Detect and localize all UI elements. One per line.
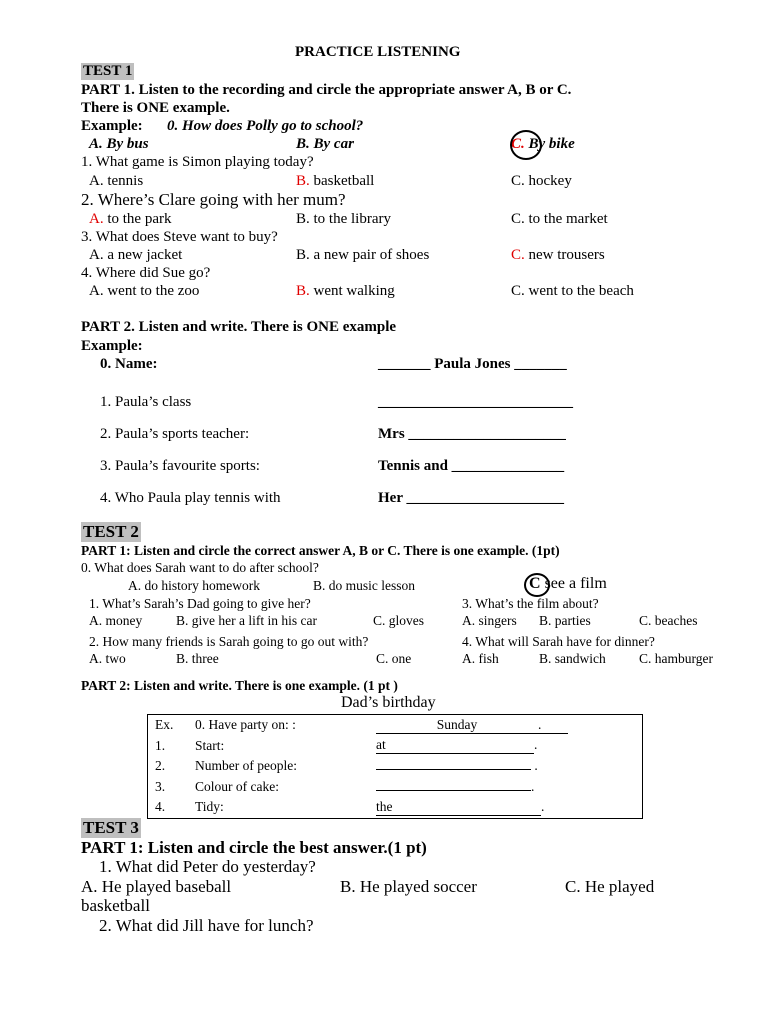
fill-item-1-label: 1. Paula’s class bbox=[100, 394, 192, 410]
table-row bbox=[148, 797, 643, 818]
answer-circle-mark bbox=[510, 130, 542, 160]
t1-q4-option-b bbox=[296, 283, 395, 300]
name-label: 0. Name: bbox=[100, 356, 158, 372]
test2-part2-instruction: PART 2: Listen and write. There is one example. (1 pt ) bbox=[81, 678, 398, 693]
t3-question-2: 2. What did Jill have for lunch? bbox=[99, 916, 314, 935]
t1-q2-option-a-letter: A. bbox=[89, 211, 104, 227]
t2-question-1: 1. What’s Sarah’s Dad going to give her? bbox=[89, 596, 311, 611]
t1-q3-option-c bbox=[511, 247, 605, 264]
t2-q2-option-c: C. one bbox=[376, 651, 412, 666]
test2-heading: TEST 2 bbox=[83, 522, 139, 541]
t2-example-option-a: A. do history homework bbox=[128, 578, 260, 593]
test3-part1-instruction: PART 1: Listen and circle the best answer.(1 pt) bbox=[81, 838, 427, 857]
fill-item-4-label: 4. Who Paula play tennis with bbox=[100, 490, 281, 506]
t1-q1-option-b-letter: B. bbox=[296, 173, 310, 189]
t1-q3-option-a: A. a new jacket bbox=[89, 247, 183, 263]
t1-question-1: 1. What game is Simon playing today? bbox=[81, 154, 314, 170]
page-title: PRACTICE LISTENING bbox=[295, 44, 461, 60]
table-row bbox=[148, 715, 643, 736]
fill-item-2-answer: Mrs _____________________ bbox=[378, 426, 566, 442]
t2-question-2: 2. How many friends is Sarah going to go out with? bbox=[89, 634, 369, 649]
row-label: 0. Have party on: : bbox=[195, 717, 296, 733]
row-answer-line: the bbox=[376, 799, 541, 816]
fill-item-3-label: 3. Paula’s favourite sports: bbox=[100, 458, 260, 474]
table-row bbox=[148, 736, 643, 757]
row-answer-tail: . bbox=[531, 778, 535, 794]
row-label: Tidy: bbox=[195, 799, 224, 815]
t2-q3-option-b: B. parties bbox=[539, 613, 591, 628]
t2-q4-option-c: C. hamburger bbox=[639, 651, 713, 666]
t2-example-question: 0. What does Sarah want to do after school? bbox=[81, 560, 319, 575]
row-number: 1. bbox=[155, 737, 166, 753]
t1-q2-option-a bbox=[89, 211, 172, 228]
example-option-a: A. By bus bbox=[89, 136, 149, 152]
row-answer-tail: . bbox=[538, 717, 568, 734]
t2-example-option-c-text: see a film bbox=[540, 575, 607, 592]
row-answer-line: at bbox=[376, 737, 534, 754]
t2-example-option-c-letter: C bbox=[529, 575, 541, 592]
row-number: Ex. bbox=[155, 717, 174, 733]
t1-q3-option-c-letter: C. bbox=[511, 247, 525, 263]
t1-q4-option-b-text: went walking bbox=[309, 283, 395, 299]
t3-q1-option-c: C. He played bbox=[565, 877, 655, 896]
t2-question-4: 4. What will Sarah have for dinner? bbox=[462, 634, 655, 649]
t1-q4-option-c: C. went to the beach bbox=[511, 283, 634, 299]
name-value: _______ Paula Jones _______ bbox=[378, 356, 567, 372]
t2-example-option-b: B. do music lesson bbox=[313, 578, 416, 593]
t1-q2-option-c: C. to the market bbox=[511, 211, 608, 227]
fill-item-2-label: 2. Paula’s sports teacher: bbox=[100, 426, 250, 442]
t1-q4-option-b-letter: B. bbox=[296, 283, 310, 299]
birthday-table bbox=[147, 714, 643, 819]
example-question: 0. How does Polly go to school? bbox=[167, 118, 364, 134]
t3-question-1: 1. What did Peter do yesterday? bbox=[99, 857, 316, 876]
t2-q2-option-a: A. two bbox=[89, 651, 126, 666]
t1-q3-option-c-text: new trousers bbox=[524, 247, 605, 263]
row-answer bbox=[376, 736, 643, 757]
test1-heading: TEST 1 bbox=[83, 63, 133, 79]
row-answer-line bbox=[376, 790, 531, 791]
row-answer bbox=[376, 756, 643, 777]
table-row bbox=[148, 756, 643, 777]
t1-question-3: 3. What does Steve want to buy? bbox=[81, 229, 278, 245]
t2-q3-option-a: A. singers bbox=[462, 613, 517, 628]
row-label: Colour of cake: bbox=[195, 778, 279, 794]
row-answer bbox=[376, 797, 643, 818]
row-label: Number of people: bbox=[195, 758, 297, 774]
row-answer-tail: . bbox=[531, 758, 538, 774]
test1-part2-instruction: PART 2. Listen and write. There is ONE example bbox=[81, 319, 397, 335]
t1-q1-option-c: C. hockey bbox=[511, 173, 572, 189]
test1-part1-instruction: PART 1. Listen to the recording and circle the appropriate answer A, B or C. bbox=[81, 82, 572, 98]
birthday-box-title: Dad’s birthday bbox=[341, 694, 436, 711]
t1-question-4: 4. Where did Sue go? bbox=[81, 265, 211, 281]
t2-q4-option-a: A. fish bbox=[462, 651, 499, 666]
row-answer-tail: . bbox=[534, 737, 538, 753]
t1-q1-option-a: A. tennis bbox=[89, 173, 144, 189]
t1-q1-option-b bbox=[296, 173, 374, 190]
part2-example-label: Example: bbox=[81, 338, 143, 354]
t1-q2-option-b: B. to the library bbox=[296, 211, 391, 227]
t2-q1-option-b: B. give her a lift in his car bbox=[176, 613, 317, 628]
row-number: 2. bbox=[155, 758, 166, 774]
t2-q1-option-a: A. money bbox=[89, 613, 143, 628]
row-answer bbox=[376, 715, 643, 736]
example-option-c-text: By bike bbox=[524, 136, 575, 152]
fill-item-3-answer: Tennis and _______________ bbox=[378, 458, 565, 474]
t2-q3-option-c: C. beaches bbox=[639, 613, 698, 628]
test3-heading: TEST 3 bbox=[83, 818, 139, 837]
row-answer-line: Sunday bbox=[376, 717, 538, 734]
fill-item-1-answer: __________________________ bbox=[378, 394, 573, 410]
row-label: Start: bbox=[195, 737, 225, 753]
fill-item-4-answer: Her _____________________ bbox=[378, 490, 564, 506]
example-option-b: B. By car bbox=[296, 136, 354, 152]
test2-part1-instruction: PART 1: Listen and circle the correct answer A, B or C. There is one example. (1pt) bbox=[81, 543, 560, 558]
t2-answer-circle-mark bbox=[524, 573, 550, 597]
row-number: 4. bbox=[155, 799, 166, 815]
t2-question-3: 3. What’s the film about? bbox=[462, 596, 599, 611]
t1-question-2: 2. Where’s Clare going with her mum? bbox=[81, 190, 346, 209]
t3-q1-option-a: A. He played baseball bbox=[81, 877, 232, 896]
row-answer-line bbox=[376, 769, 531, 770]
row-answer bbox=[376, 777, 643, 798]
table-row bbox=[148, 777, 643, 798]
t1-q1-option-b-text: basketball bbox=[309, 173, 375, 189]
t2-q2-option-b: B. three bbox=[176, 651, 219, 666]
test1-part1-instruction-2: There is ONE example. bbox=[81, 100, 230, 116]
t3-q1-option-b: B. He played soccer bbox=[340, 877, 477, 896]
t2-q1-option-c: C. gloves bbox=[373, 613, 425, 628]
t2-q4-option-b: B. sandwich bbox=[539, 651, 606, 666]
example-option-c-letter: C. bbox=[511, 136, 525, 152]
t1-q2-option-a-text: to the park bbox=[103, 211, 172, 227]
t1-q4-option-a: A. went to the zoo bbox=[89, 283, 200, 299]
row-answer-tail: . bbox=[541, 798, 545, 814]
row-number: 3. bbox=[155, 778, 166, 794]
t1-q3-option-b: B. a new pair of shoes bbox=[296, 247, 430, 263]
t3-q1-option-c-continued: basketball bbox=[81, 896, 150, 915]
example-label: Example: bbox=[81, 118, 143, 134]
